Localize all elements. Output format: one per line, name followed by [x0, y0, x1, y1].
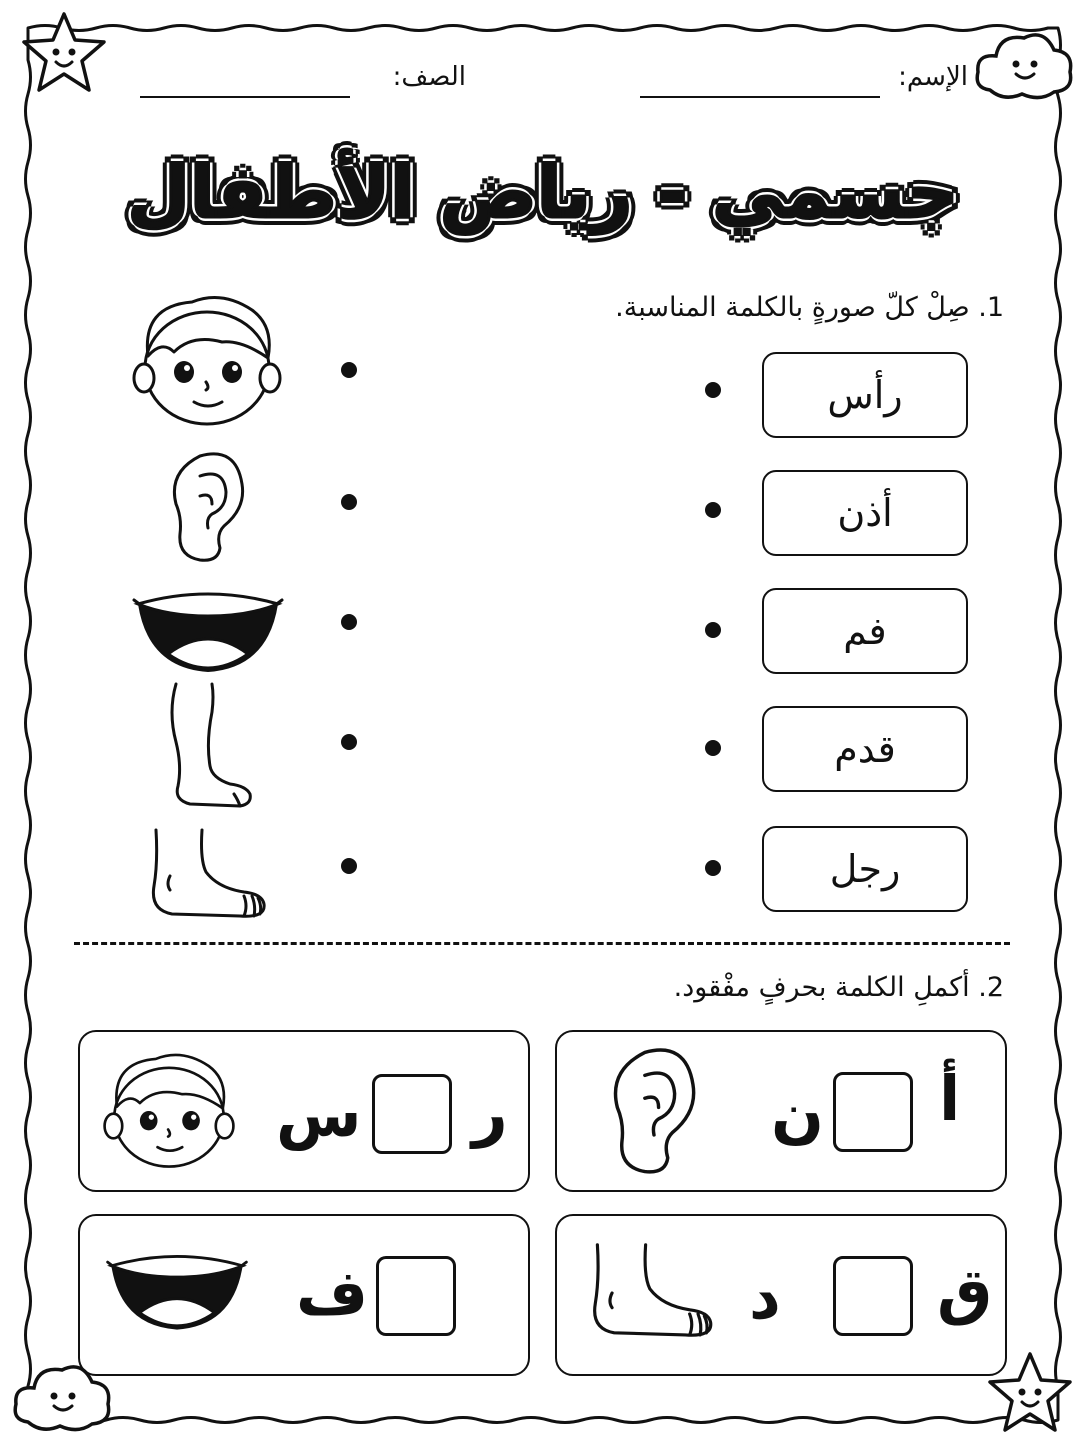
- missing-letter-box[interactable]: [833, 1072, 913, 1152]
- match-dot-word[interactable]: [705, 622, 721, 638]
- head-icon: [94, 1040, 244, 1182]
- card-letter-last: س: [276, 1078, 362, 1151]
- head-icon: [122, 286, 292, 436]
- word-card: [78, 1030, 530, 1192]
- match-dot-picture[interactable]: [341, 734, 357, 750]
- class-label: الصف:: [392, 62, 466, 92]
- card-letter-first: أ: [939, 1062, 961, 1135]
- missing-letter-box[interactable]: [833, 1256, 913, 1336]
- match-dot-word[interactable]: [705, 740, 721, 756]
- mouth-icon: [102, 1250, 252, 1336]
- section-divider: [74, 942, 1010, 945]
- missing-letter-box[interactable]: [372, 1074, 452, 1154]
- mouth-icon: [128, 588, 288, 678]
- foot-icon: [148, 826, 272, 926]
- name-line[interactable]: [640, 96, 880, 98]
- card-letter-first: ر: [472, 1076, 508, 1149]
- star-icon: [14, 8, 114, 103]
- leg-icon: [160, 682, 260, 812]
- section1-instruction: 1. صِلْ كلّ صورةٍ بالكلمة المناسبة.: [615, 292, 1004, 323]
- section2-instruction: 2. أكملِ الكلمة بحرفٍ مفْقود.: [673, 972, 1004, 1003]
- word-box: رجل: [762, 826, 968, 912]
- card-letter-last: ف: [296, 1256, 369, 1329]
- class-line[interactable]: [140, 96, 350, 98]
- name-label: الإسم:: [898, 62, 968, 92]
- word-card: [555, 1030, 1007, 1192]
- word-box: قدم: [762, 706, 968, 792]
- missing-letter-box[interactable]: [376, 1256, 456, 1336]
- word-card: [78, 1214, 530, 1376]
- page-title: جسمي - رياض الأطفال: [127, 150, 959, 234]
- ear-icon: [160, 448, 256, 568]
- word-box: فم: [762, 588, 968, 674]
- word-box: أذن: [762, 470, 968, 556]
- foot-icon: [589, 1238, 719, 1348]
- match-dot-word[interactable]: [705, 382, 721, 398]
- card-letter-first: ق: [937, 1254, 993, 1327]
- card-letter-last: ن: [771, 1078, 824, 1151]
- match-dot-picture[interactable]: [341, 858, 357, 874]
- word-box: رأس: [762, 352, 968, 438]
- match-dot-word[interactable]: [705, 860, 721, 876]
- card-letter-last: د: [749, 1260, 781, 1333]
- cloud-icon: [970, 20, 1078, 110]
- match-dot-picture[interactable]: [341, 614, 357, 630]
- match-dot-picture[interactable]: [341, 362, 357, 378]
- match-dot-word[interactable]: [705, 502, 721, 518]
- word-card: [555, 1214, 1007, 1376]
- match-dot-picture[interactable]: [341, 494, 357, 510]
- ear-icon: [599, 1042, 709, 1182]
